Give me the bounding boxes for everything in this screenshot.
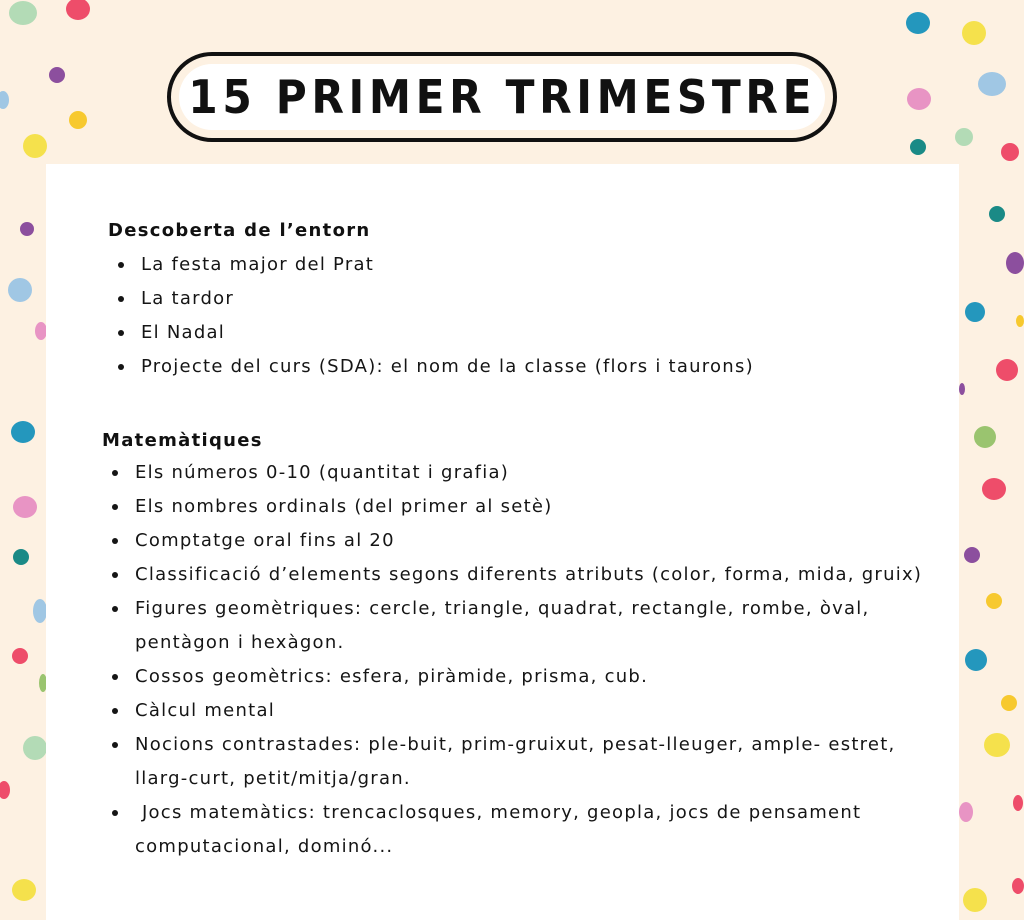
list-item-text: Nocions contrastades: ple-buit, prim-gruixut, pesat-lleuger, ample- estret, llarg-curt, petit/mitja/gran.	[135, 734, 896, 789]
list-item	[112, 524, 952, 558]
list-item	[112, 490, 952, 524]
list-item-text: Càlcul mental	[135, 700, 275, 721]
matematiques-list	[112, 456, 952, 864]
decor-dot	[986, 593, 1002, 609]
decor-dot	[0, 781, 10, 799]
decor-dot	[965, 649, 987, 671]
decor-dot	[989, 206, 1005, 222]
section-heading-descoberta: Descoberta de l’entorn	[108, 220, 371, 241]
decor-dot	[8, 278, 32, 302]
decor-dot	[982, 478, 1006, 500]
list-item	[118, 282, 938, 316]
decor-dot	[1001, 695, 1017, 711]
list-item	[112, 558, 952, 592]
decor-dot	[23, 134, 47, 158]
decor-dot	[1013, 795, 1023, 811]
content-card	[46, 164, 959, 920]
page-title: 15 PRIMER TRIMESTRE	[188, 70, 816, 124]
list-item	[112, 728, 952, 796]
decor-dot	[33, 599, 47, 623]
title-banner	[167, 52, 837, 142]
list-item-text: El Nadal	[141, 322, 226, 343]
list-item-text: Cossos geomètrics: esfera, piràmide, prisma, cub.	[135, 666, 649, 687]
list-item	[118, 248, 938, 282]
decor-dot	[907, 88, 931, 110]
title-banner-inner	[179, 64, 825, 130]
section-heading-matematiques: Matemàtiques	[102, 430, 263, 451]
decor-dot	[20, 222, 34, 236]
decor-dot	[959, 802, 973, 822]
decor-dot	[0, 91, 9, 109]
decor-dot	[1006, 252, 1024, 274]
decor-dot	[69, 111, 87, 129]
decor-dot	[984, 733, 1010, 757]
list-item	[112, 796, 952, 864]
list-item-text: Jocs matemàtics: trencaclosques, memory, geopla, jocs de pensament computacional, dominó...	[135, 802, 862, 857]
decor-dot	[13, 549, 29, 565]
list-item	[112, 694, 952, 728]
decor-dot	[964, 547, 980, 563]
list-item-text: La tardor	[141, 288, 235, 309]
decor-dot	[12, 648, 28, 664]
decor-dot	[963, 888, 987, 912]
list-item-text: Els nombres ordinals (del primer al setè)	[135, 496, 553, 517]
decor-dot	[965, 302, 985, 322]
decor-dot	[1016, 315, 1024, 327]
decor-dot	[955, 128, 973, 146]
decor-dot	[11, 421, 35, 443]
list-item	[112, 456, 952, 490]
decor-dot	[962, 21, 986, 45]
decor-dot	[974, 426, 996, 448]
decor-dot	[23, 736, 47, 760]
list-item-text: Projecte del curs (SDA): el nom de la classe (flors i taurons)	[141, 356, 754, 377]
decor-dot	[1001, 143, 1019, 161]
decor-dot	[66, 0, 90, 20]
list-item-text: La festa major del Prat	[141, 254, 375, 275]
list-item-text: Figures geomètriques: cercle, triangle, quadrat, rectangle, rombe, òval, pentàgon i hexàgon.	[135, 598, 870, 653]
decor-dot	[49, 67, 65, 83]
list-item-text: Comptatge oral fins al 20	[135, 530, 395, 551]
list-item-text: Classificació d’elements segons diferents atributs (color, forma, mida, gruix)	[135, 564, 923, 585]
list-item	[118, 316, 938, 350]
decor-dot	[978, 72, 1006, 96]
descoberta-list	[118, 248, 938, 384]
decor-dot	[959, 383, 965, 395]
decor-dot	[910, 139, 926, 155]
list-item	[112, 660, 952, 694]
list-item-text: Els números 0-10 (quantitat i grafia)	[135, 462, 510, 483]
decor-dot	[1012, 878, 1024, 894]
decor-dot	[996, 359, 1018, 381]
decor-dot	[13, 496, 37, 518]
list-item	[118, 350, 938, 384]
list-item	[112, 592, 952, 660]
decor-dot	[906, 12, 930, 34]
decor-dot	[12, 879, 36, 901]
decor-dot	[9, 1, 37, 25]
